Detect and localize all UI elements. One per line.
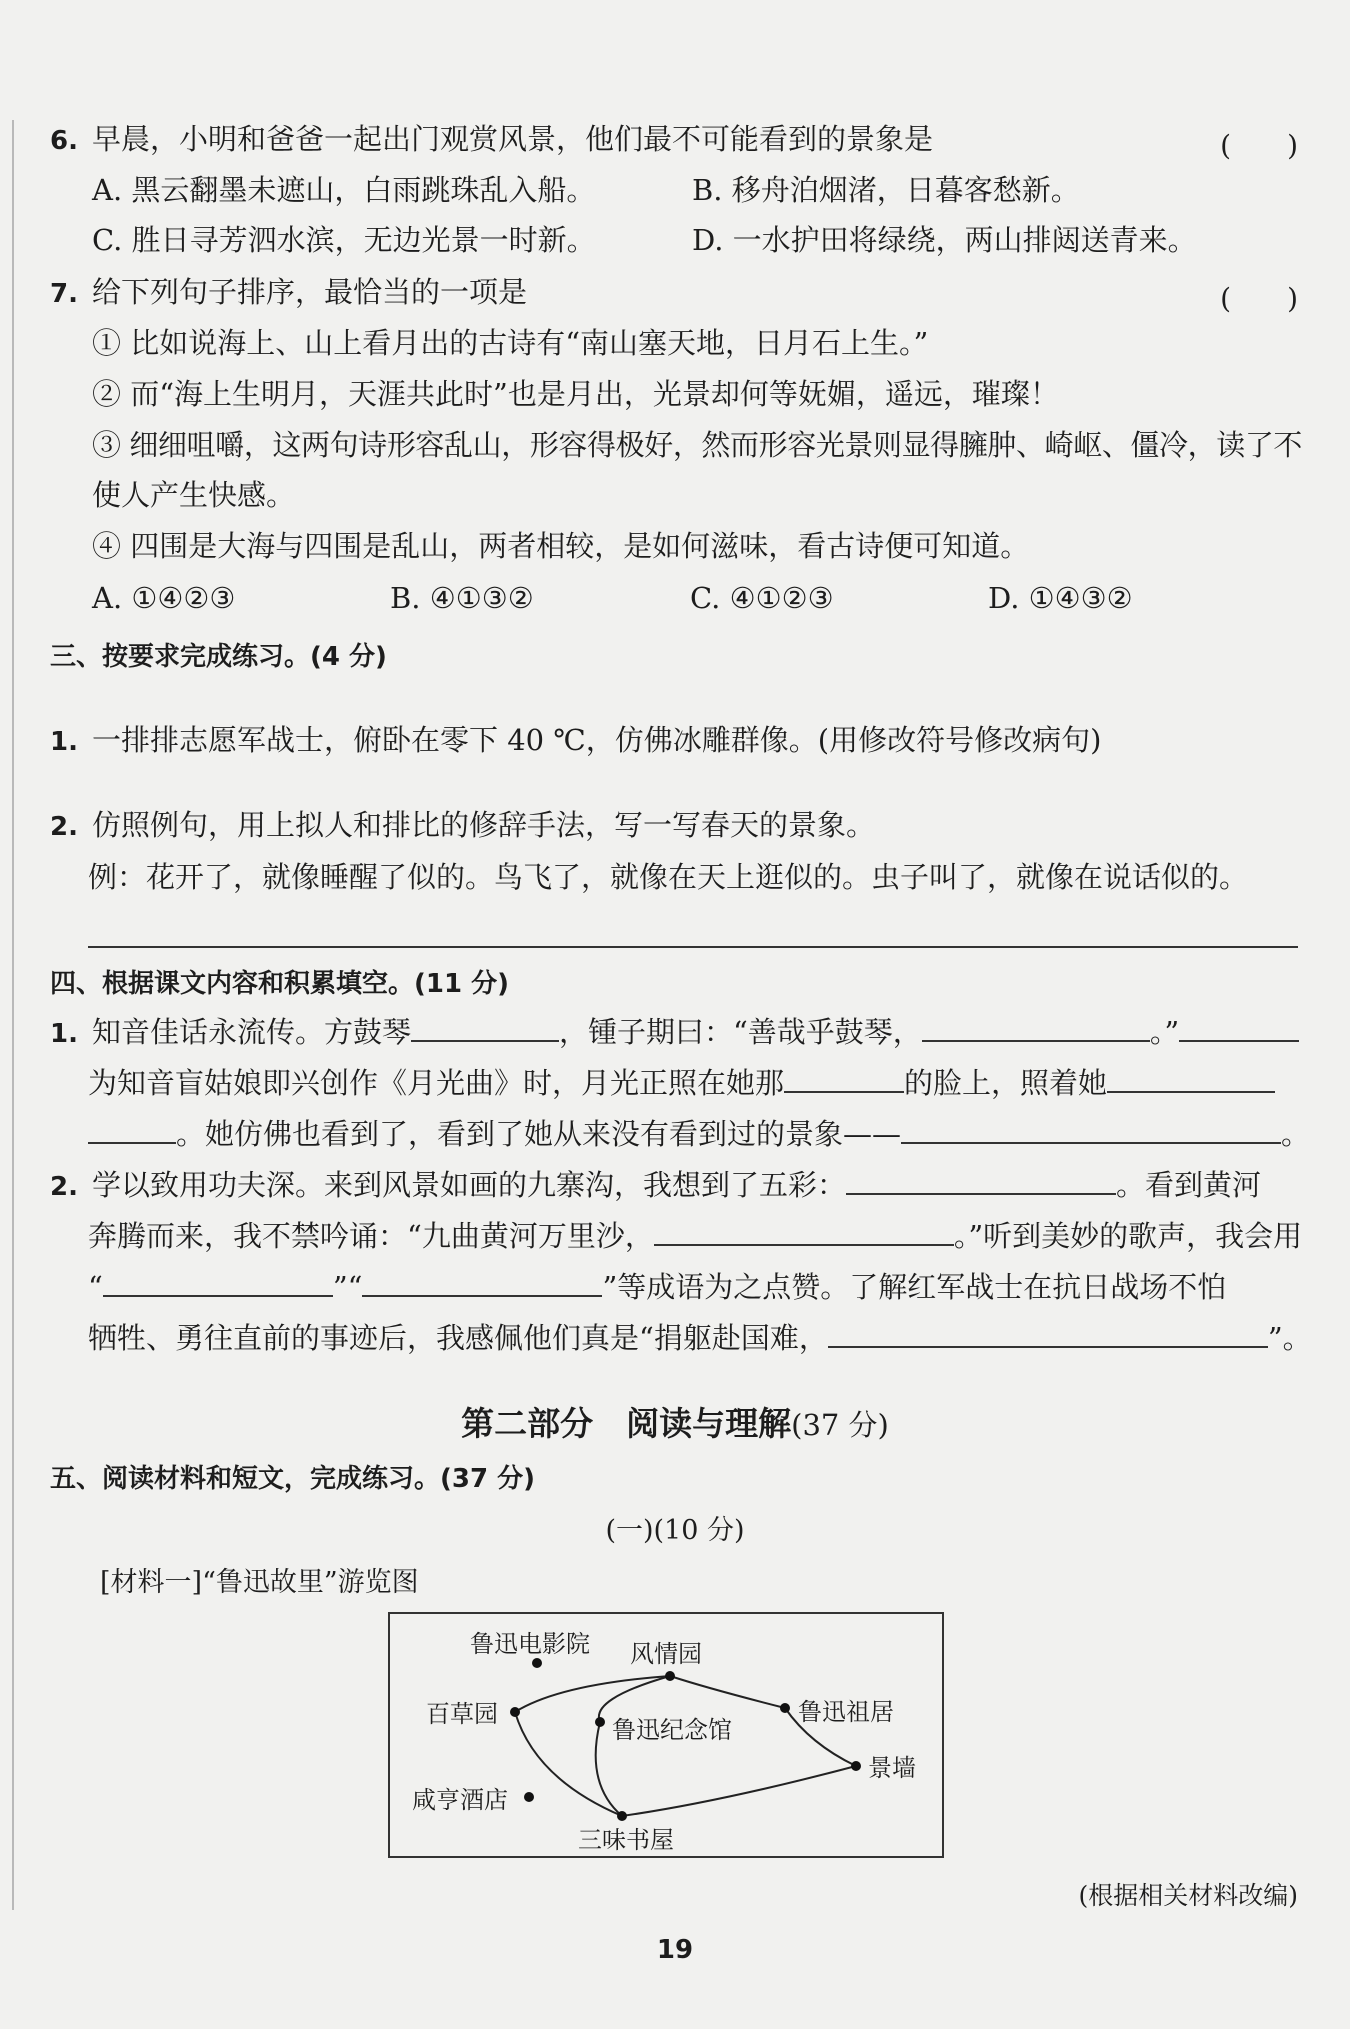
q6-stem <box>50 119 933 161</box>
q7-sentence-4: ④ 四围是大海与四围是乱山，两者相较，是如何滋味，看古诗便可知道。 <box>92 529 1030 563</box>
part-2-score: (37 分) <box>791 1408 889 1442</box>
map-label-xianheng: 咸亨酒店 <box>412 1786 508 1814</box>
sec4-l5-text-b: 。”听到美妙的歌声，我会用 <box>953 1219 1303 1253</box>
map-dot-memorial <box>595 1717 605 1727</box>
sec4-l4-text-b: 。看到黄河 <box>1115 1168 1261 1202</box>
sec4-q1-number: 1. <box>50 1019 78 1049</box>
map-dot-xianheng <box>524 1792 534 1802</box>
sec4-l1-text-a: 知音佳话永流传。方鼓琴 <box>91 1015 411 1049</box>
sec4-l7-text-b: ”。 <box>1267 1321 1312 1355</box>
q7-sentence-2: ② 而“海上生明月，天涯共此时”也是月出，光景却何等妩媚，遥远，璀璨！ <box>92 377 1059 411</box>
q6-answer-parentheses[interactable]: ( ) <box>1220 129 1298 162</box>
sec3-q2 <box>50 805 875 847</box>
sec4-q2-number: 2. <box>50 1172 78 1202</box>
sec4-l6-text-b: ”“ <box>332 1270 363 1304</box>
blank-fill[interactable] <box>88 1114 176 1144</box>
map-label-cinema: 鲁迅电影院 <box>470 1630 590 1658</box>
map-dot-baicao <box>510 1707 520 1717</box>
blank-fill[interactable] <box>1107 1063 1275 1093</box>
sec4-l6-text-c: ”等成语为之点赞。了解红军战士在抗日战场不怕 <box>602 1270 1227 1304</box>
material-1-caption: [材料一]“鲁迅故里”游览图 <box>100 1567 419 1598</box>
sec4-q2-line-3 <box>88 1267 1226 1307</box>
q7-option-b: B. ④①③② <box>390 581 534 615</box>
sec4-q1-line-2 <box>88 1063 1275 1103</box>
q6-option-b: B. 移舟泊烟渚，日暮客愁新。 <box>692 173 1080 207</box>
q6-option-d: D. 一水护田将绿绕，两山排闼送青来。 <box>692 223 1197 257</box>
q7-option-d: D. ①④③② <box>988 581 1133 615</box>
sec4-l2-text-b: 的脸上，照着她 <box>904 1066 1108 1100</box>
sec4-l6-text-a: “ <box>88 1270 103 1304</box>
tour-map <box>388 1612 944 1858</box>
map-label-baicao: 百草园 <box>426 1700 498 1728</box>
blank-fill[interactable] <box>1179 1012 1299 1042</box>
page-number: 19 <box>656 1935 694 1965</box>
source-note: (根据相关材料改编) <box>1078 1881 1298 1910</box>
q7-option-a: A. ①④②③ <box>92 581 236 615</box>
section-3-title: 三、按要求完成练习。(4 分) <box>50 642 387 672</box>
blank-fill[interactable] <box>901 1114 1281 1144</box>
sec4-l7-text-a: 牺牲、勇往直前的事迹后，我感佩他们真是“捐躯赴国难， <box>88 1321 828 1355</box>
q6-option-a: A. 黑云翻墨未遮山，白雨跳珠乱入船。 <box>92 173 596 207</box>
q7-sentence-1: ① 比如说海上、山上看月出的古诗有“南山塞天地，日月石上生。” <box>92 326 929 360</box>
subsection-1-title: (一)(10 分) <box>605 1515 745 1546</box>
section-5-title: 五、阅读材料和短文，完成练习。(37 分) <box>50 1464 535 1494</box>
sec4-q2-line-1 <box>50 1165 1261 1207</box>
sec4-q2-line-2 <box>88 1216 1302 1256</box>
sec3-q2-number: 2. <box>50 812 78 842</box>
blank-fill[interactable] <box>103 1267 333 1297</box>
map-dot-ancestral <box>780 1703 790 1713</box>
map-label-wall: 景墙 <box>868 1754 916 1782</box>
sec4-l3-text-a: 。她仿佛也看到了，看到了她从来没有看到过的景象—— <box>176 1117 902 1151</box>
sec4-q2-line-4 <box>88 1318 1312 1358</box>
sec3-q1-number: 1. <box>50 727 78 757</box>
q7-sentence-3: ③ 细细咀嚼，这两句诗形容乱山，形容得极好，然而形容光景则显得臃肿、崎岖、僵冷，读了不 <box>92 428 1303 462</box>
q7-text: 给下列句子排序，最恰当的一项是 <box>91 275 527 309</box>
q6-option-c: C. 胜日寻芳泗水滨，无边光景一时新。 <box>92 223 596 257</box>
sec4-l5-text-a: 奔腾而来，我不禁吟诵：“九曲黄河万里沙， <box>88 1219 654 1253</box>
sec4-q1-line-1 <box>50 1012 1299 1054</box>
sec3-q2-answer-line[interactable] <box>88 946 1298 948</box>
blank-fill[interactable] <box>846 1165 1116 1195</box>
q7-number: 7. <box>50 279 78 309</box>
sec3-q1 <box>50 720 1101 762</box>
part-2-heading <box>0 1398 1350 1445</box>
sec3-q2-example: 例：花开了，就像睡醒了似的。鸟飞了，就像在天上逛似的。虫子叫了，就像在说话似的。 <box>88 860 1249 894</box>
map-label-memorial: 鲁迅纪念馆 <box>612 1716 732 1744</box>
map-dot-cinema <box>532 1658 542 1668</box>
sec3-q1-text: 一排排志愿军战士，俯卧在零下 40 ℃，仿佛冰雕群像。(用修改符号修改病句) <box>91 723 1102 757</box>
sec3-q2-text: 仿照例句，用上拟人和排比的修辞手法，写一写春天的景象。 <box>91 808 875 842</box>
blank-fill[interactable] <box>654 1216 954 1246</box>
map-label-sanwei: 三味书屋 <box>578 1826 674 1854</box>
binding-margin-line <box>12 120 14 1910</box>
map-dot-wall <box>851 1761 861 1771</box>
sec4-l2-text-a: 为知音盲姑娘即兴创作《月光曲》时，月光正照在她那 <box>88 1066 785 1100</box>
section-4-title: 四、根据课文内容和积累填空。(11 分) <box>50 969 509 999</box>
q7-option-c: C. ④①②③ <box>690 581 834 615</box>
q7-answer-parentheses[interactable]: ( ) <box>1220 282 1298 315</box>
blank-fill[interactable] <box>922 1012 1150 1042</box>
q7-sentence-3-cont: 使人产生快感。 <box>92 478 296 512</box>
map-label-fengqing: 风情园 <box>630 1640 702 1668</box>
blank-fill[interactable] <box>828 1318 1268 1348</box>
q7-stem <box>50 272 527 314</box>
sec4-l1-text-b: ，锺子期曰：“善哉乎鼓琴， <box>558 1015 922 1049</box>
blank-fill[interactable] <box>362 1267 602 1297</box>
sec4-l1-text-c: 。” <box>1149 1015 1180 1049</box>
sec4-l4-text-a: 学以致用功夫深。来到风景如画的九寨沟，我想到了五彩： <box>91 1168 846 1202</box>
map-dot-fengqing <box>665 1671 675 1681</box>
sec4-q1-line-3 <box>88 1114 1310 1154</box>
q6-number: 6. <box>50 126 78 156</box>
map-label-ancestral: 鲁迅祖居 <box>798 1698 894 1726</box>
sec4-l3-text-b: 。 <box>1281 1117 1311 1151</box>
q6-text: 早晨，小明和爸爸一起出门观赏风景，他们最不可能看到的景象是 <box>91 122 933 156</box>
blank-fill[interactable] <box>784 1063 904 1093</box>
part-2-title: 第二部分 阅读与理解 <box>461 1404 792 1443</box>
blank-fill[interactable] <box>411 1012 559 1042</box>
